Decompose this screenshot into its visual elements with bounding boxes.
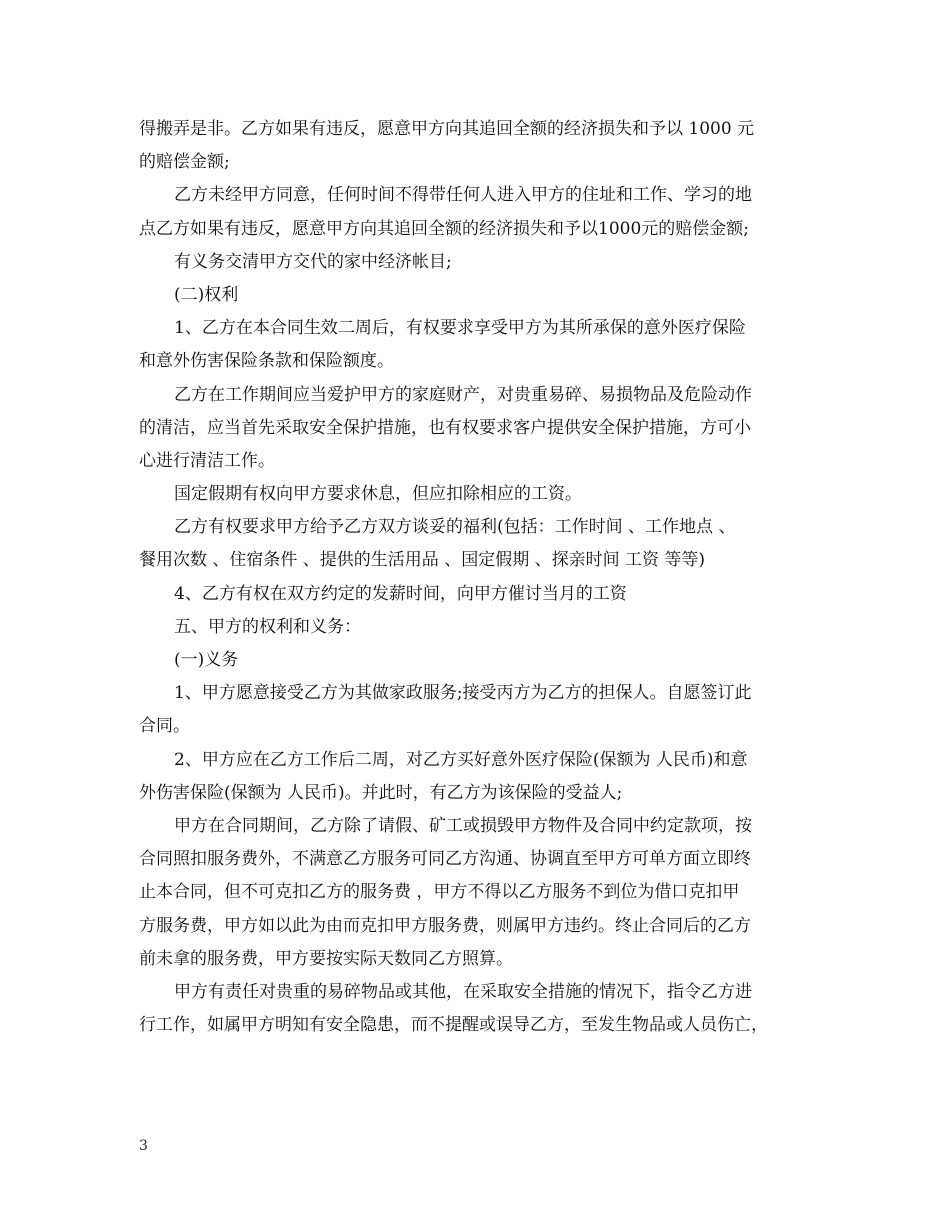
text-line: 甲方在合同期间，乙方除了请假、矿工或损毁甲方物件及合同中约定款项，按 bbox=[174, 815, 752, 836]
text-line: 的清洁，应当首先采取安全保护措施，也有权要求客户提供安全保护措施，方可小 bbox=[139, 417, 751, 438]
text-line: 方服务费，甲方如以此为由而克扣甲方服务费，则属甲方违约。终止合同后的乙方 bbox=[139, 915, 751, 936]
section-heading: (二)权利 bbox=[174, 284, 239, 305]
text-line: 1、甲方愿意接受乙方为其做家政服务;接受丙方为乙方的担保人。自愿签订此 bbox=[174, 683, 752, 704]
text-line: 心进行清洁工作。 bbox=[139, 450, 275, 471]
page-number: 3 bbox=[139, 1138, 148, 1154]
section-heading: 五、甲方的权利和义务： bbox=[174, 616, 361, 637]
text-line: 合同。 bbox=[139, 716, 190, 737]
text-line: 点乙方如果有违反，愿意甲方向其追回全额的经济损失和予以1000元的赔偿金额; bbox=[139, 218, 749, 239]
text-line: 合同照扣服务费外，不满意乙方服务可同乙方沟通、协调直至甲方可单方面立即终 bbox=[139, 849, 751, 870]
text-line: 2、甲方应在乙方工作后二周，对乙方买好意外医疗保险(保额为 人民币)和意 bbox=[174, 749, 748, 770]
text-line: 和意外伤害保险条款和保险额度。 bbox=[139, 351, 394, 372]
text-line: 得搬弄是非。乙方如果有违反，愿意甲方向其追回全额的经济损失和予以 1000 元 bbox=[139, 119, 755, 139]
text-line: 前未拿的服务费，甲方要按实际天数同乙方照算。 bbox=[139, 948, 513, 969]
text-line: 1、乙方在本合同生效二周后，有权要求享受甲方为其所承保的意外医疗保险 bbox=[174, 318, 746, 339]
text-line: 乙方在工作期间应当爱护甲方的家庭财产，对贵重易碎、易损物品及危险动作 bbox=[174, 384, 752, 405]
text-line: 的赔偿金额; bbox=[139, 152, 230, 173]
text-line: 外伤害保险(保额为 人民币)。并此时，有乙方为该保险的受益人; bbox=[139, 782, 623, 803]
text-line: 止本合同，但不可克扣乙方的服务费 ，甲方不得以乙方服务不到位为借口克扣甲 bbox=[139, 882, 740, 903]
text-line: 4、乙方有权在双方约定的发薪时间，向甲方催讨当月的工资 bbox=[174, 583, 627, 604]
text-line: 甲方有责任对贵重的易碎物品或其他，在采取安全措施的情况下，指令乙方进 bbox=[174, 981, 752, 1002]
section-heading: (一)义务 bbox=[174, 650, 239, 670]
text-line: 有义务交清甲方交代的家中经济帐目; bbox=[174, 251, 452, 272]
text-line: 乙方有权要求甲方给予乙方双方谈妥的福利(包括：工作时间 、工作地点 、 bbox=[174, 517, 736, 538]
document-body bbox=[139, 113, 829, 1042]
text-line: 国定假期有权向甲方要求休息，但应扣除相应的工资。 bbox=[174, 484, 582, 505]
text-line: 餐用次数 、住宿条件 、提供的生活用品 、国定假期 、探亲时间 工资 等等) bbox=[139, 550, 706, 571]
text-line: 行工作，如属甲方明知有安全隐患，而不提醒或误导乙方，至发生物品或人员伤亡， bbox=[139, 1015, 768, 1036]
text-line: 乙方未经甲方同意，任何时间不得带任何人进入甲方的住址和工作、学习的地 bbox=[174, 185, 752, 206]
